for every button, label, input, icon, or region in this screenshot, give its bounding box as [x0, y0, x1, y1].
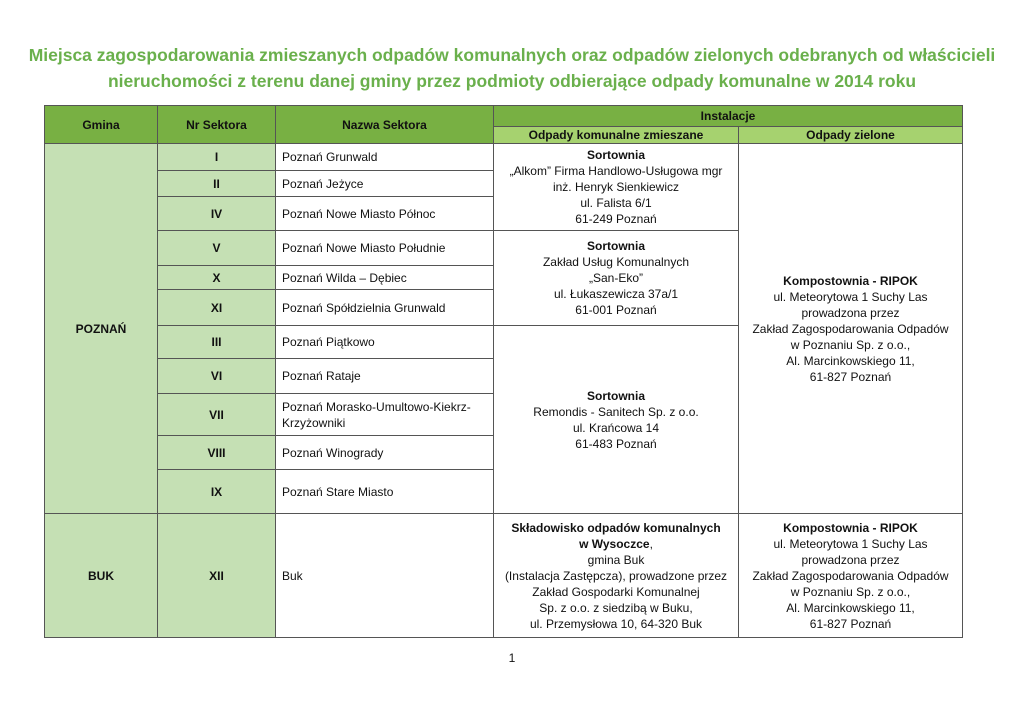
table-row	[45, 144, 963, 171]
sector-number: XI	[158, 290, 276, 326]
header-zielone: Odpady zielone	[739, 127, 963, 144]
installation-line: Al. Marcinkowskiego 11,	[786, 353, 915, 368]
sector-name: Poznań Stare Miasto	[276, 470, 494, 514]
sector-name: Poznań Jeżyce	[276, 171, 494, 197]
installation-title: Sortownia	[586, 148, 645, 162]
sector-number: VII	[158, 394, 276, 436]
installation-title: Składowisko odpadów komunalnych	[511, 520, 721, 535]
title-line-2: nieruchomości z terenu danej gminy przez podmioty odbierające odpady komunalne w 2014 roku	[107, 71, 917, 91]
sector-name: Poznań Spółdzielnia Grunwald	[276, 290, 494, 326]
installation-line: w Poznaniu Sp. z o.o.,	[790, 584, 911, 599]
installation-title: Kompostownia - RIPOK	[783, 520, 918, 535]
sector-number: VI	[158, 359, 276, 394]
installation-kompostownia-poznan	[739, 144, 963, 514]
sector-number: II	[158, 171, 276, 197]
installation-wysoczka	[494, 514, 739, 638]
sector-name: Poznań Grunwald	[276, 144, 494, 171]
installation-san-eko	[494, 231, 739, 326]
installation-line: ul. Falista 6/1	[580, 196, 652, 210]
installation-line: ul. Meteorytowa 1 Suchy Las	[773, 536, 928, 551]
sector-number: IX	[158, 470, 276, 514]
gmina-buk: BUK	[45, 514, 158, 638]
installation-remondis	[494, 326, 739, 514]
sector-name: Poznań Piątkowo	[276, 326, 494, 359]
sector-name: Buk	[276, 514, 494, 638]
header-zmieszane: Odpady komunalne zmieszane	[494, 127, 739, 144]
installation-line: Al. Marcinkowskiego 11,	[786, 600, 915, 615]
installation-line: prowadzona przez	[801, 305, 900, 320]
sector-name: Poznań Wilda – Dębiec	[276, 266, 494, 290]
installation-line: ul. Meteorytowa 1 Suchy Las	[773, 289, 928, 304]
sector-name: Poznań Nowe Miasto Północ	[276, 197, 494, 231]
installation-line: „Alkom” Firma Handlowo-Usługowa mgr	[509, 164, 723, 178]
installation-title-suffix: ,	[649, 536, 653, 551]
installation-line: 61-249 Poznań	[575, 212, 657, 226]
installation-line: ul. Przemysłowa 10, 64-320 Buk	[529, 616, 703, 631]
installation-line: w Poznaniu Sp. z o.o.,	[790, 337, 911, 352]
installation-line: 61-827 Poznań	[809, 616, 892, 631]
installation-title: Kompostownia - RIPOK	[783, 273, 918, 288]
installation-line: prowadzona przez	[801, 552, 900, 567]
sector-number: I	[158, 144, 276, 171]
title-line-1: Miejsca zagospodarowania zmieszanych odpadów komunalnych oraz odpadów zielonych odebranych od właścicieli	[28, 45, 996, 65]
installation-line: inż. Henryk Sienkiewicz	[552, 180, 680, 194]
sector-name: Poznań Nowe Miasto Południe	[276, 231, 494, 266]
installation-line: gmina Buk	[587, 552, 645, 567]
header-gmina: Gmina	[45, 106, 158, 144]
installation-line: ul. Krańcowa 14	[572, 420, 660, 435]
sector-number: VIII	[158, 436, 276, 470]
installation-line: Sp. z o.o. z siedzibą w Buku,	[539, 600, 693, 615]
header-nazwa-sektora: Nazwa Sektora	[276, 106, 494, 144]
installation-line: 61-483 Poznań	[575, 436, 657, 451]
installation-line: Zakład Zagospodarowania Odpadów	[752, 568, 949, 583]
installation-alkom	[494, 144, 739, 231]
installation-line: 61-001 Poznań	[575, 303, 657, 317]
installation-line: 61-827 Poznań	[809, 369, 892, 384]
sector-name: Poznań Morasko-Umultowo-Kiekrz-Krzyżowniki	[276, 394, 494, 436]
page-number: 1	[508, 651, 516, 665]
installation-line: Zakład Usług Komunalnych	[542, 255, 690, 269]
waste-installations-table	[44, 105, 963, 638]
header-nr-sektora: Nr Sektora	[158, 106, 276, 144]
installation-kompostownia-buk	[739, 514, 963, 638]
installation-line: „San-Eko”	[588, 271, 644, 285]
installation-line: (Instalacja Zastępcza), prowadzone przez	[504, 568, 728, 583]
sector-number: IV	[158, 197, 276, 231]
sector-name: Poznań Winogrady	[276, 436, 494, 470]
sector-name: Poznań Rataje	[276, 359, 494, 394]
installation-line: ul. Łukaszewicza 37a/1	[553, 287, 679, 301]
installation-line: Zakład Gospodarki Komunalnej	[532, 584, 700, 599]
header-instalacje: Instalacje	[494, 106, 963, 127]
document-title	[0, 42, 1024, 94]
gmina-poznan: POZNAŃ	[45, 144, 158, 514]
installation-line: Zakład Zagospodarowania Odpadów	[752, 321, 949, 336]
installation-line: Remondis - Sanitech Sp. z o.o.	[533, 404, 699, 419]
sector-number: X	[158, 266, 276, 290]
table-row	[45, 514, 963, 638]
installation-title-location: w Wysoczce	[579, 536, 650, 551]
sector-number: XII	[158, 514, 276, 638]
installation-title: Sortownia	[586, 388, 645, 403]
sector-number: V	[158, 231, 276, 266]
installation-title: Sortownia	[586, 239, 645, 253]
sector-number: III	[158, 326, 276, 359]
